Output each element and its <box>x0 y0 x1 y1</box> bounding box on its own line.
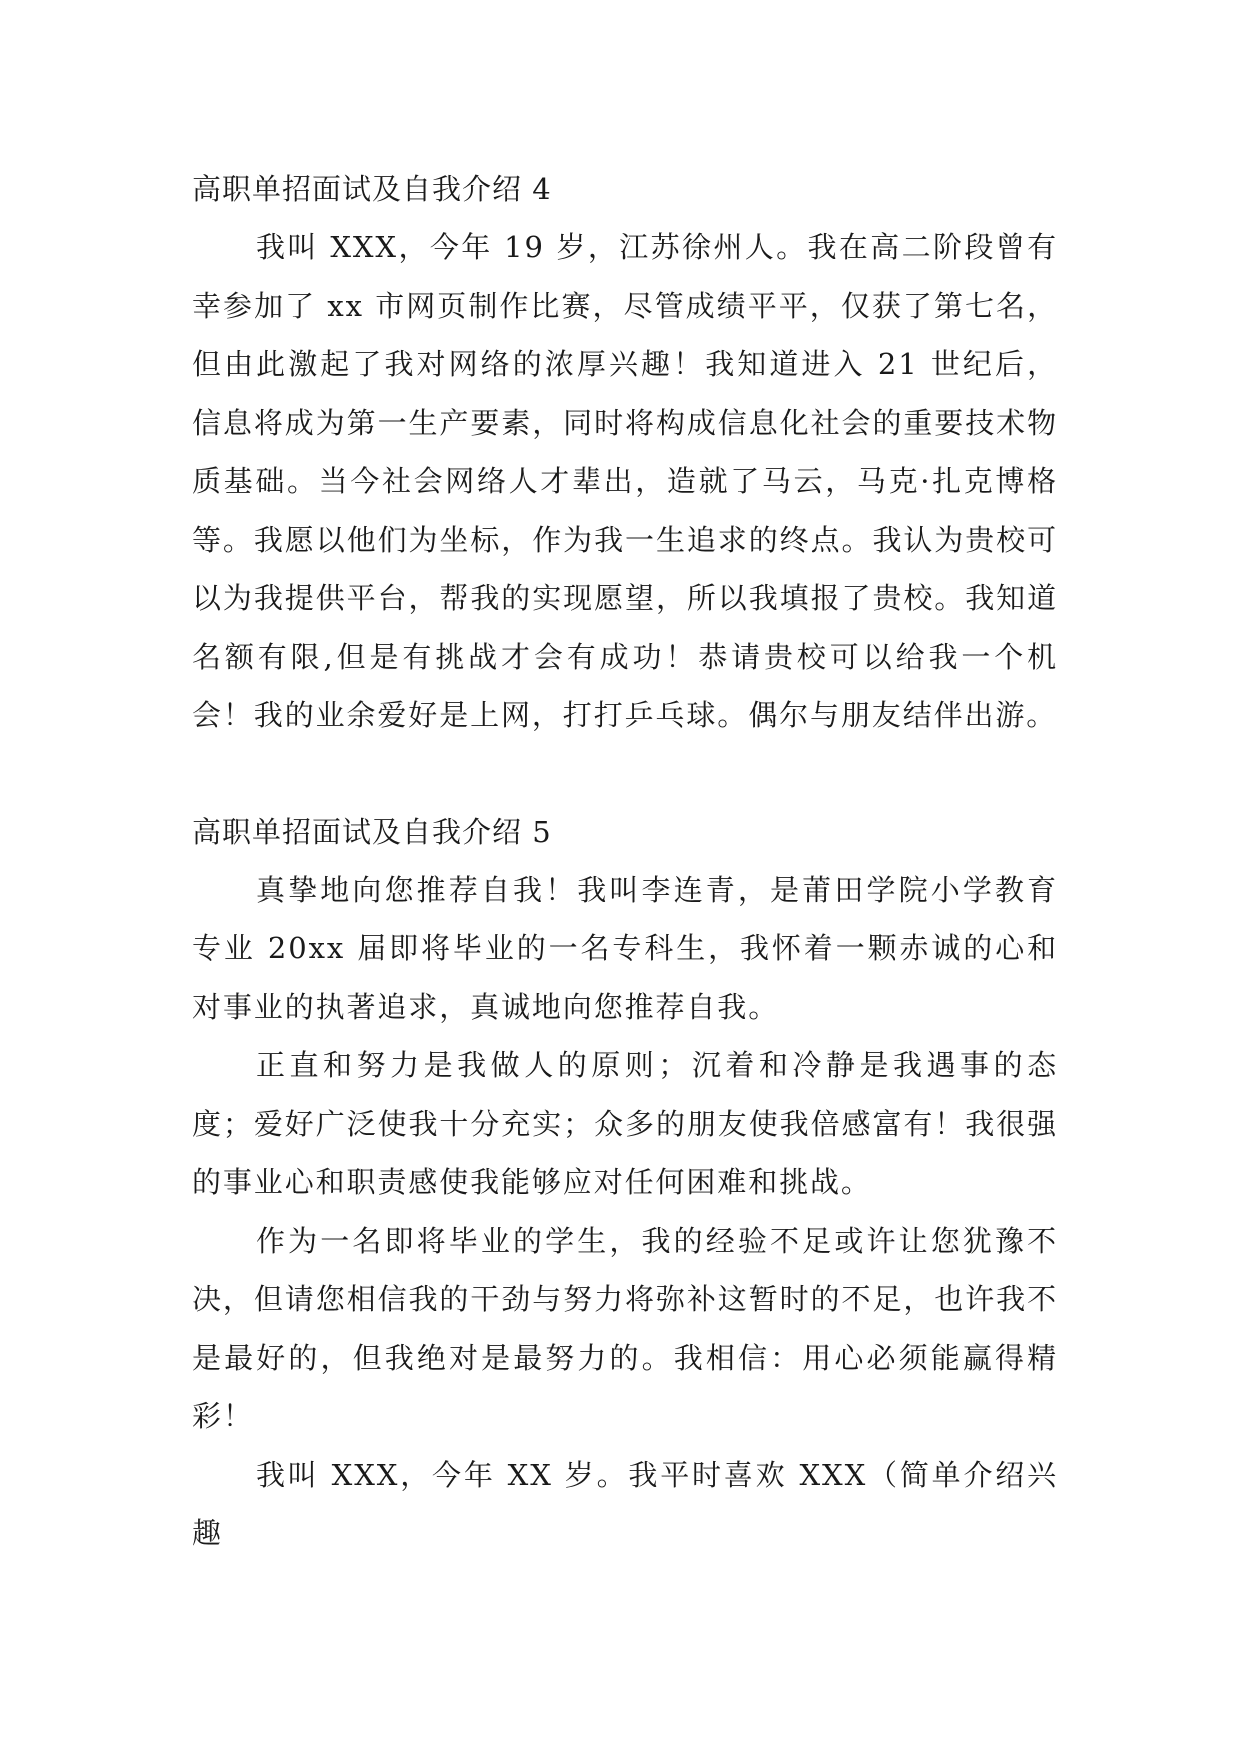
paragraph: 真挚地向您推荐自我！我叫李连青，是莆田学院小学教育专业 20xx 届即将毕业的一名专科生，我怀着一颗赤诚的心和对事业的执著追求，真诚地向您推荐自我。 <box>192 872 1058 1024</box>
section-5 <box>192 803 1058 1563</box>
section-4 <box>192 160 1058 745</box>
paragraph: 我叫 XXX，今年 XX 岁。我平时喜欢 XXX（简单介绍兴趣 <box>192 1457 1058 1550</box>
section-heading: 高职单招面试及自我介绍 5 <box>192 814 552 849</box>
paragraph: 我叫 XXX，今年 19 岁，江苏徐州人。我在高二阶段曾有幸参加了 xx 市网页制作比赛，尽管成绩平平，仅获了第七名，但由此激起了我对网络的浓厚兴趣！我知道进入 21 世纪后，信息将成为第一生产要素，同时将构成信息化社会的重要技术物质基础。当今社会网络人才辈出，造就了马云，马克·扎克博格等。我愿以他们为坐标，作为我一生追求的终点。我认为贵校可以为我提供平台，帮我的实现愿望，所以我填报了贵校。我知道名额有限,但是有挑战才会有成功！恭请贵校可以给我一个机会！我的业余爱好是上网，打打乒乓球。偶尔与朋友结伴出游。 <box>192 230 1058 732</box>
paragraph: 正直和努力是我做人的原则；沉着和冷静是我遇事的态度；爱好广泛使我十分充实；众多的朋友使我倍感富有！我很强的事业心和职责感使我能够应对任何困难和挑战。 <box>192 1048 1058 1199</box>
paragraph: 作为一名即将毕业的学生，我的经验不足或许让您犹豫不决，但请您相信我的干劲与努力将弥补这暂时的不足，也许我不是最好的，但我绝对是最努力的。我相信：用心必须能赢得精彩！ <box>192 1223 1058 1433</box>
section-heading: 高职单招面试及自我介绍 4 <box>192 172 552 206</box>
document-body <box>192 160 1058 1563</box>
